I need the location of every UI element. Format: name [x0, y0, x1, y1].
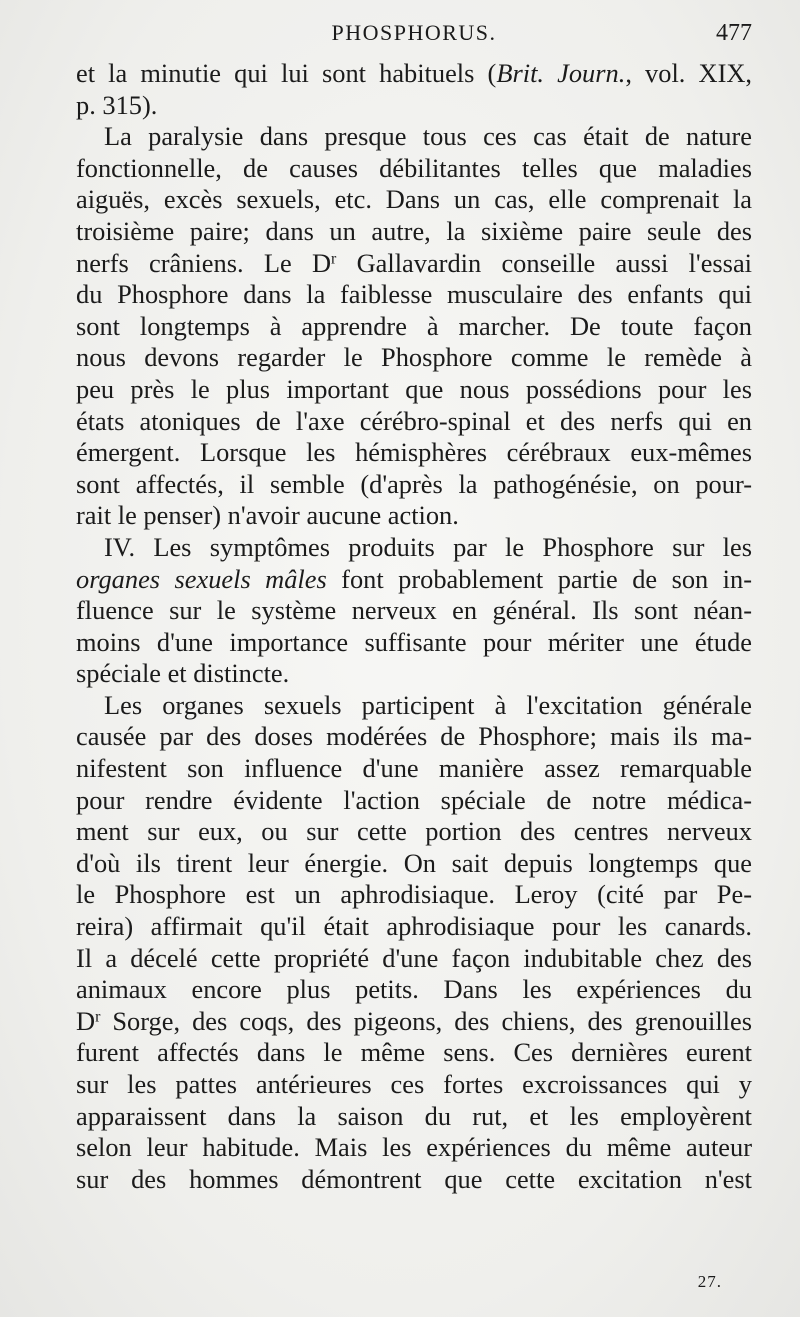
text-line: états atoniques de l'axe cérébro-spinal et des nerfs qui en [76, 405, 752, 436]
text-line: sont affectés, il semble (d'après la pathogénésie, on pour- [76, 468, 752, 499]
text-line: La paralysie dans presque tous ces cas était de nature [104, 121, 752, 152]
text-line: furent affectés dans le même sens. Ces dernières eurent [76, 1037, 752, 1068]
text-line: fluence sur le système nerveux en général. Ils sont néan- [76, 595, 752, 626]
text-line: et la minutie qui lui sont habituels (Brit. Journ., vol. XIX, [76, 58, 753, 88]
text-line: émergent. Lorsque les hémisphères cérébraux eux-mêmes [76, 437, 752, 468]
text-line: d'où ils tirent leur énergie. On sait depuis longtemps que [76, 847, 752, 878]
signature-mark: 27. [697, 1272, 722, 1291]
text-line: pour rendre évidente l'action spéciale de notre médica- [76, 784, 752, 815]
text-line: le Phosphore est un aphrodisiaque. Leroy (cité par Pe- [76, 879, 752, 910]
text-line: ment sur eux, ou sur cette portion des centres nerveux [76, 816, 752, 847]
text-line: peu près le plus important que nous possédions pour les [76, 373, 752, 404]
text-line: sur des hommes démontrent que cette excitation n'est [76, 1163, 752, 1194]
text-line: spéciale et distincte. [76, 658, 290, 689]
text-line: moins d'une importance suffisante pour mériter une étude [76, 626, 752, 657]
text-line: selon leur habitude. Mais les expériences du même auteur [76, 1132, 752, 1163]
text-line: organes sexuels mâles font probablement partie de son in- [76, 563, 752, 594]
body-text [76, 58, 752, 1195]
page-number: 477 [716, 20, 752, 46]
text-line: p. 315). [76, 89, 158, 120]
text-line: aiguës, excès sexuels, etc. Dans un cas, elle comprenait la [76, 184, 752, 215]
text-line: fonctionnelle, de causes débilitantes telles que maladies [76, 152, 752, 183]
text-line: troisième paire; dans un autre, la sixième paire seule des [76, 215, 752, 246]
text-line: causée par des doses modérées de Phosphore; mais ils ma- [76, 721, 752, 752]
text-line: nous devons regarder le Phosphore comme le remède à [76, 342, 752, 373]
text-line: Il a décelé cette propriété d'une façon indubitable chez des [76, 942, 752, 973]
text-line: sur les pattes antérieures ces fortes excroissances qui y [76, 1069, 752, 1099]
page-header [76, 0, 752, 58]
text-line: nerfs crâniens. Le $D^r$ Gallavardin conseille aussi l'essai [76, 247, 752, 278]
text-line: Les organes sexuels participent à l'excitation générale [104, 689, 752, 720]
text-line: nifestent son influence d'une manière assez remarquable [76, 753, 752, 784]
text-line: rait le penser) n'avoir aucune action. [76, 500, 459, 531]
text-line: animaux encore plus petits. Dans les expériences du [76, 974, 752, 1005]
text-line: du Phosphore dans la faiblesse musculaire des enfants qui [76, 279, 752, 310]
text-line: sont longtemps à apprendre à marcher. De toute façon [76, 310, 752, 341]
text-line: IV. Les symptômes produits par le Phosphore sur les [104, 531, 752, 562]
running-title: PHOSPHORUS. [331, 20, 497, 45]
text-line: apparaissent dans la saison du rut, et les employèrent [76, 1100, 752, 1131]
text-line: reira) affirmait qu'il était aphrodisiaque pour les canards. [76, 911, 752, 942]
text-line: $D^r$ Sorge, des coqs, des pigeons, des chiens, des grenouilles [76, 1005, 752, 1036]
